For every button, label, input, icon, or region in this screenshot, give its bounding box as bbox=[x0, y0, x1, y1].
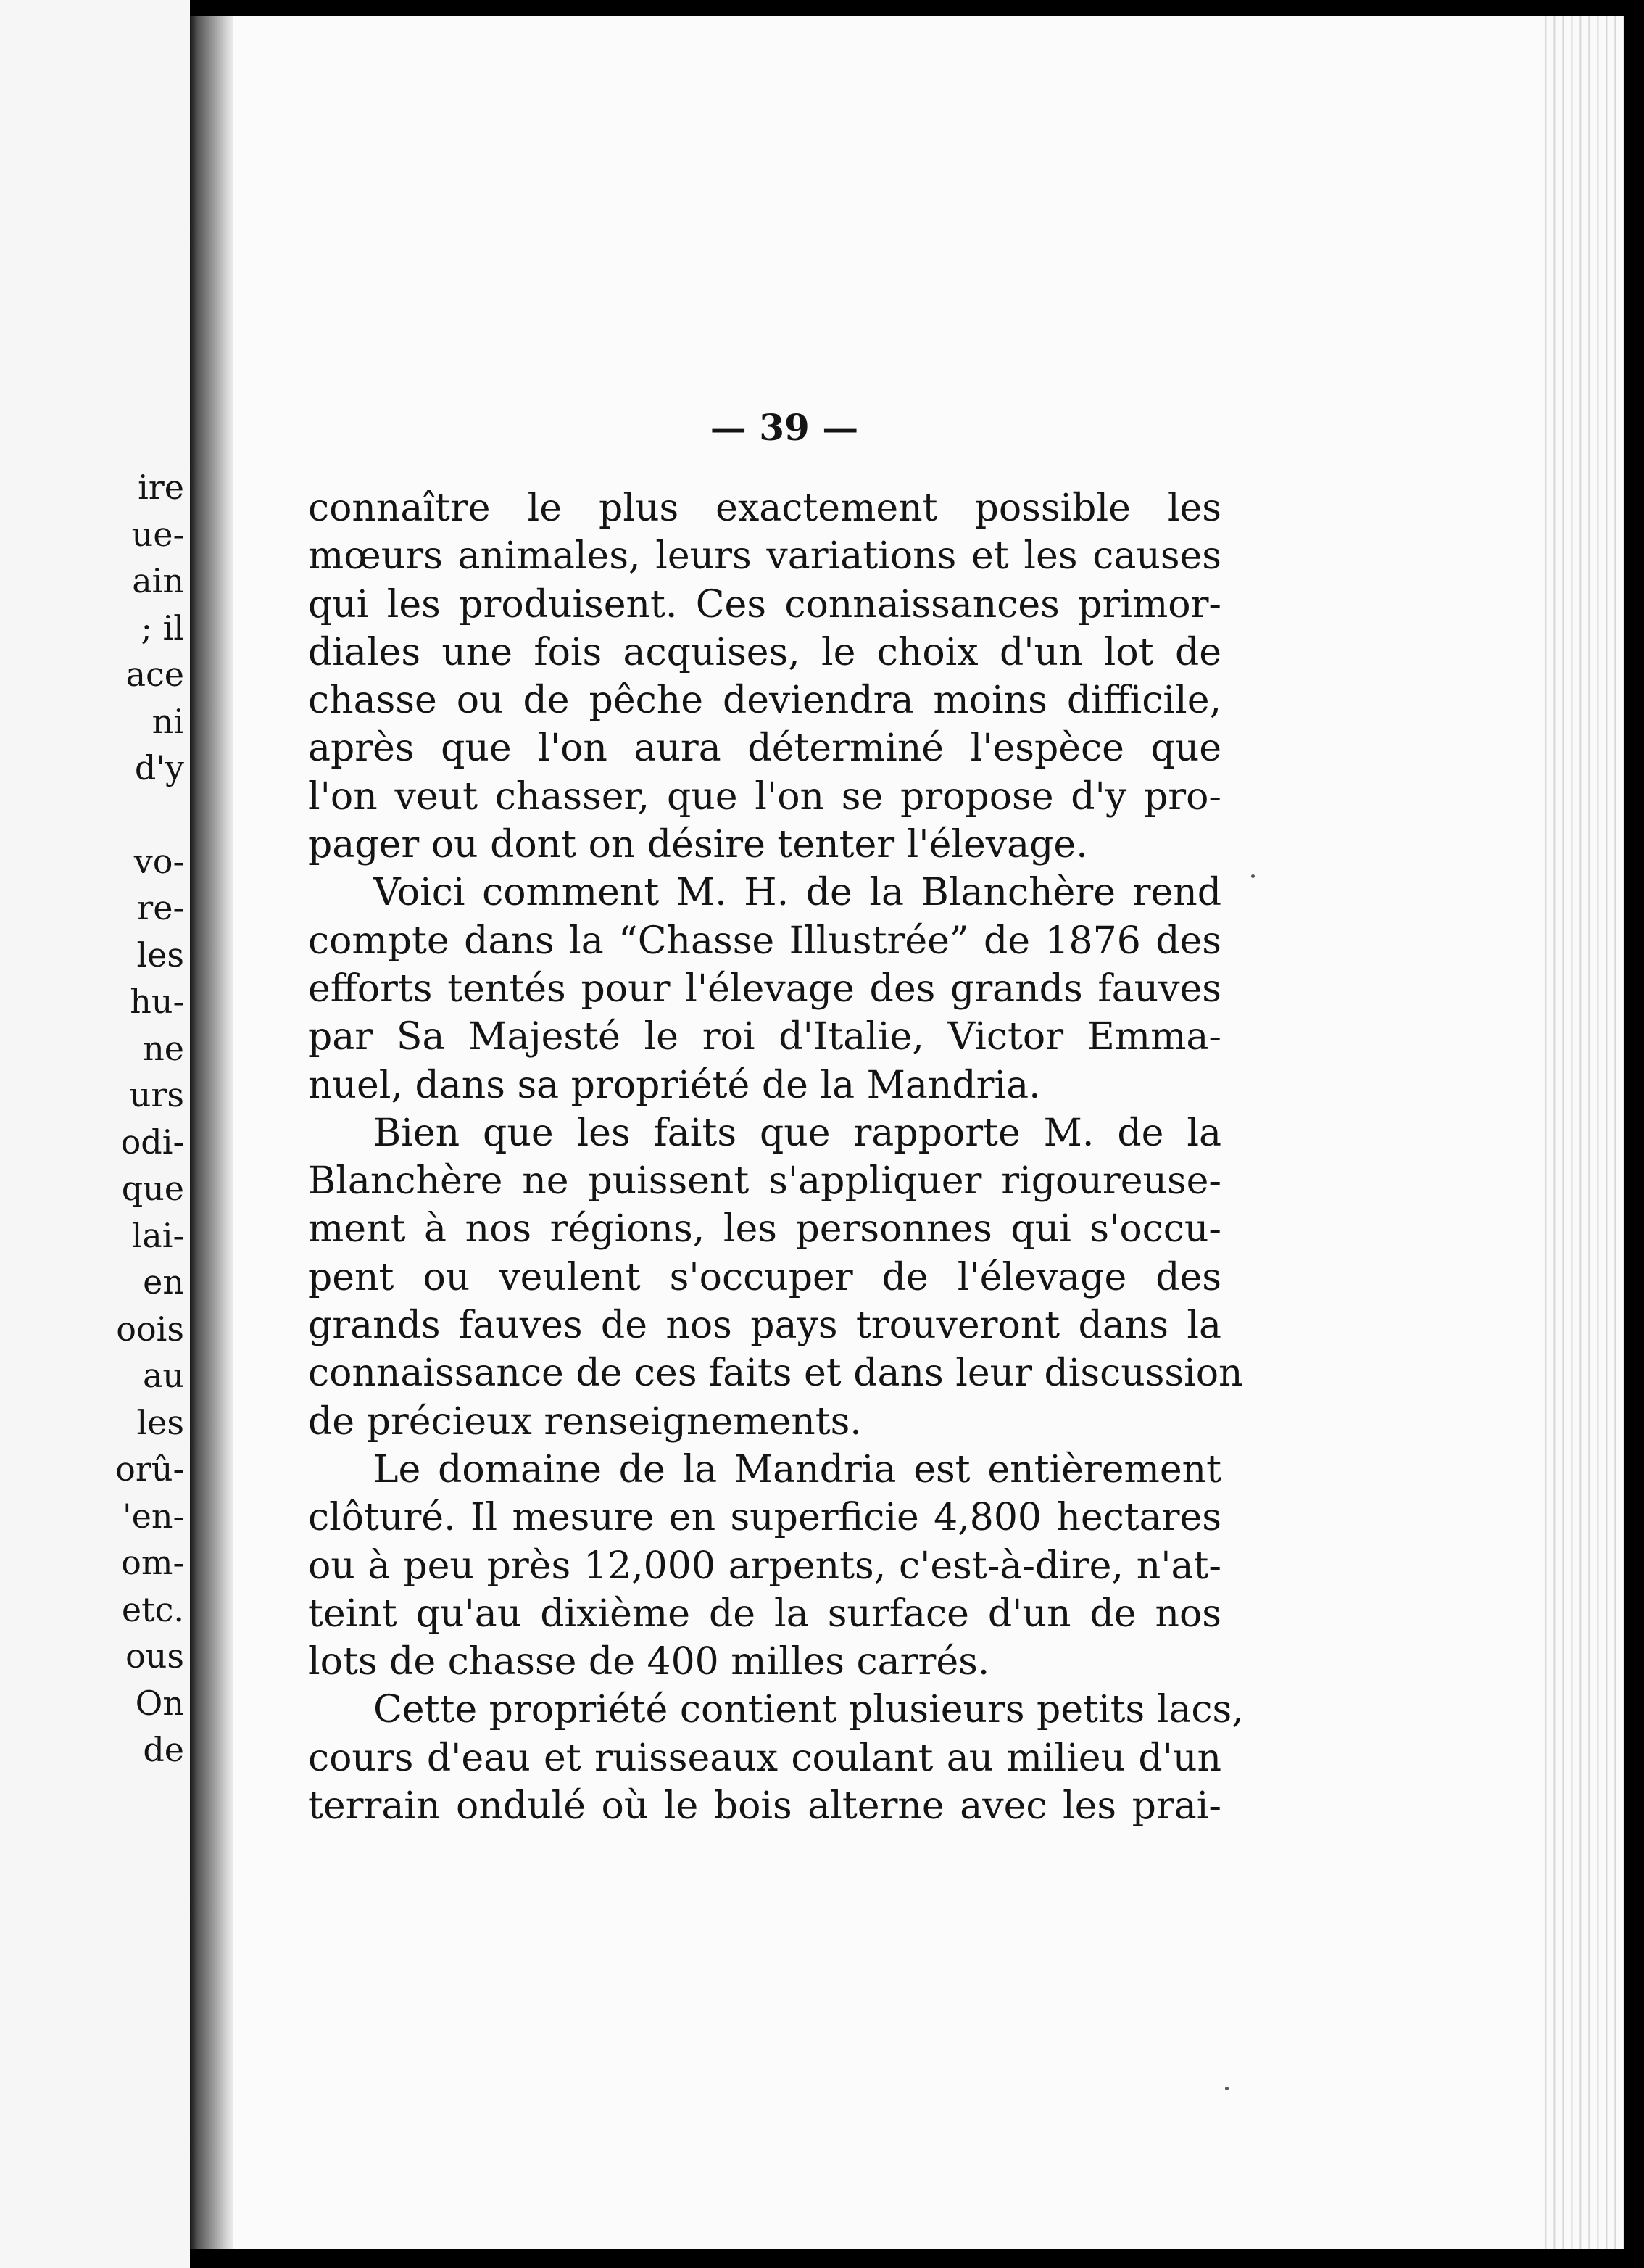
dust-speck bbox=[1251, 874, 1255, 878]
text-line: pent ou veulent s'occuper de l'élevage des bbox=[308, 1255, 1221, 1299]
text-line: cours d'eau et ruisseaux coulant au milieu d'un bbox=[308, 1736, 1221, 1780]
previous-page-line: ain bbox=[132, 561, 184, 600]
text-line: grands fauves de nos pays trouveront dans la bbox=[308, 1304, 1221, 1348]
previous-page-line: ace bbox=[125, 655, 184, 694]
page-edges bbox=[1538, 16, 1624, 2249]
previous-page-line: odi- bbox=[120, 1122, 184, 1162]
previous-page-line: vo- bbox=[133, 841, 184, 881]
body-text bbox=[308, 484, 1244, 1830]
text-line: l'on veut chasser, que l'on se propose d'y pro- bbox=[308, 774, 1221, 819]
text-line: lots de chasse de 400 milles carrés. bbox=[308, 1640, 990, 1684]
text-line: Blanchère ne puissent s'appliquer rigoureuse- bbox=[308, 1159, 1221, 1204]
text-line: après que l'on aura déterminé l'espèce que bbox=[308, 727, 1221, 771]
previous-page bbox=[0, 0, 190, 2268]
text-line: connaissance de ces faits et dans leur discussion bbox=[308, 1352, 1243, 1396]
text-line: compte dans la “Chasse Illustrée” de 1876 des bbox=[308, 919, 1221, 963]
previous-page-line: orû- bbox=[115, 1449, 184, 1489]
previous-page-line: ous bbox=[125, 1636, 184, 1676]
dust-speck bbox=[1225, 2087, 1229, 2090]
previous-page-line: etc. bbox=[121, 1589, 184, 1629]
text-line: connaître le plus exactement possible les bbox=[308, 487, 1221, 530]
text-line: Cette propriété contient plusieurs petits lacs, bbox=[373, 1688, 1244, 1732]
previous-page-line: les bbox=[136, 935, 184, 974]
previous-page-line: 'en- bbox=[122, 1496, 184, 1536]
previous-page-line: urs bbox=[129, 1075, 184, 1114]
text-line: terrain ondulé où le bois alterne avec les prai- bbox=[308, 1784, 1221, 1829]
text-line: chasse ou de pêche deviendra moins difficile, bbox=[308, 679, 1221, 723]
text-line: Le domaine de la Mandria est entièrement bbox=[373, 1447, 1221, 1491]
text-line: qui les produisent. Ces connaissances primor- bbox=[308, 582, 1221, 626]
previous-page-line: au bbox=[142, 1356, 184, 1395]
page-number: — 39 — bbox=[710, 406, 859, 449]
text-line: nuel, dans sa propriété de la Mandria. bbox=[308, 1063, 1041, 1107]
previous-page-line: oois bbox=[116, 1309, 184, 1349]
text-line: teint qu'au dixième de la surface d'un de nos bbox=[308, 1592, 1221, 1636]
previous-page-line: hu- bbox=[130, 982, 184, 1021]
book-gutter-shadow bbox=[190, 16, 233, 2249]
previous-page-line: ne bbox=[143, 1028, 184, 1068]
text-line: diales une fois acquises, le choix d'un lot de bbox=[308, 630, 1221, 674]
text-line: Voici comment M. H. de la Blanchère rend bbox=[373, 871, 1221, 915]
previous-page-line: ire bbox=[138, 468, 184, 507]
text-line: mœurs animales, leurs variations et les causes bbox=[308, 534, 1221, 579]
previous-page-line: les bbox=[136, 1402, 184, 1442]
text-line: ou à peu près 12,000 arpents, c'est-à-dire, n'at- bbox=[308, 1544, 1221, 1588]
text-line: clôturé. Il mesure en superficie 4,800 hectares bbox=[308, 1496, 1221, 1540]
text-line: ment à nos régions, les personnes qui s'occu- bbox=[308, 1207, 1221, 1251]
previous-page-line: de bbox=[143, 1730, 184, 1769]
previous-page-line: om- bbox=[121, 1543, 184, 1582]
text-line: Bien que les faits que rapporte M. de la bbox=[373, 1111, 1221, 1155]
previous-page-line: lai- bbox=[131, 1215, 184, 1255]
text-line: de précieux renseignements. bbox=[308, 1399, 862, 1444]
previous-page-line: ue- bbox=[131, 514, 184, 554]
previous-page-text bbox=[0, 464, 184, 1774]
previous-page-line: ni bbox=[151, 701, 184, 741]
previous-page-line: d'y bbox=[134, 748, 184, 787]
text-line: pager ou dont on désire tenter l'élevage. bbox=[308, 823, 1088, 867]
previous-page-line: ; il bbox=[141, 608, 184, 647]
previous-page-line: re- bbox=[137, 888, 184, 927]
text-line: par Sa Majesté le roi d'Italie, Victor Emma- bbox=[308, 1015, 1221, 1059]
previous-page-line: On bbox=[135, 1683, 184, 1723]
previous-page-line: en bbox=[143, 1262, 184, 1301]
text-line: efforts tentés pour l'élevage des grands fauves bbox=[308, 967, 1221, 1011]
previous-page-line bbox=[0, 792, 184, 838]
previous-page-line: que bbox=[121, 1169, 184, 1208]
